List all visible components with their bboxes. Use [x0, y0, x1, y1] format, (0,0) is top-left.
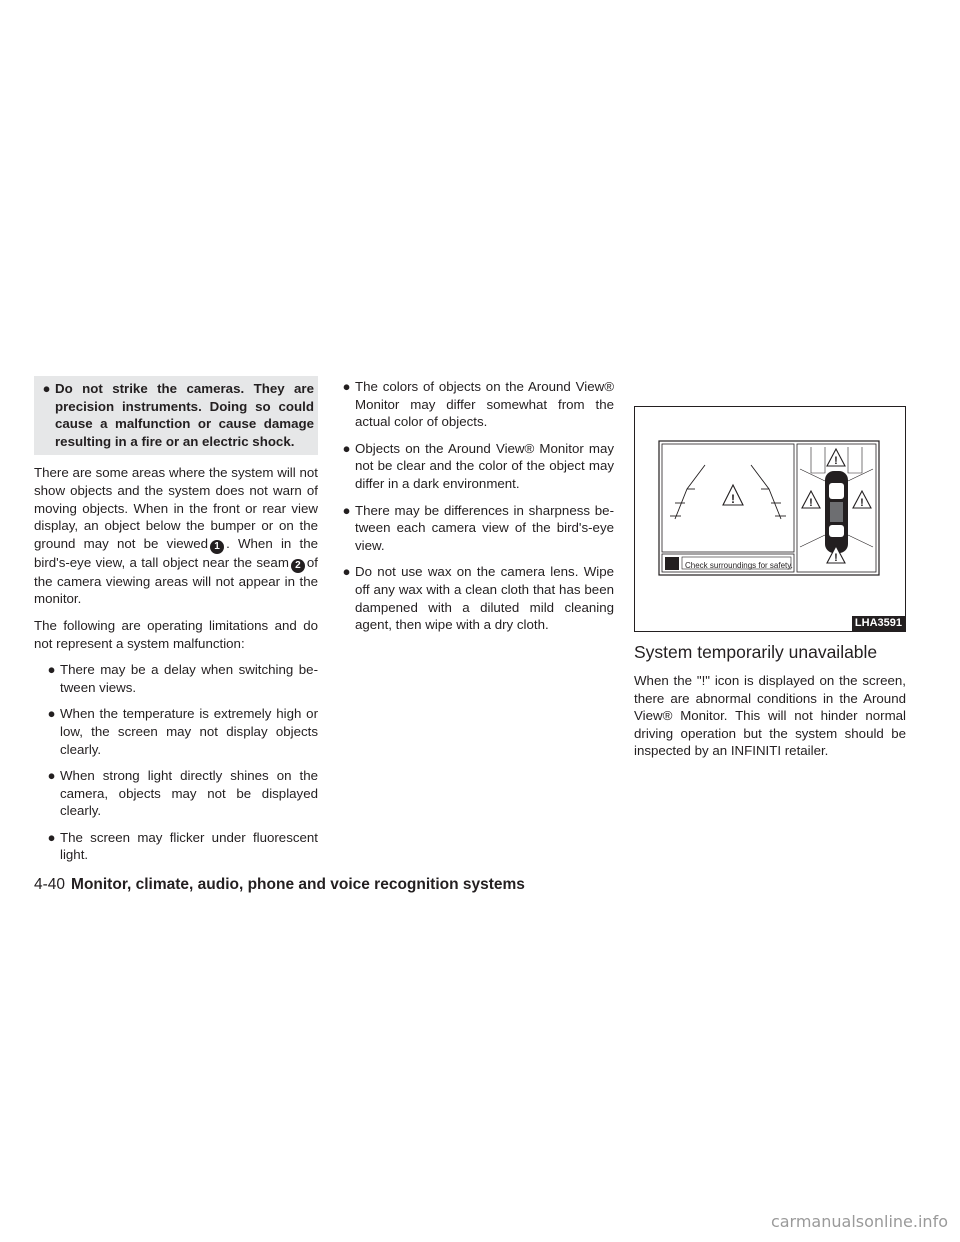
section-heading: System temporarily unavailable — [634, 642, 878, 662]
column-right — [634, 406, 906, 769]
bullet-glyph: ● — [47, 706, 56, 722]
page-number: 4-40 — [34, 876, 66, 893]
bullet-glyph: ● — [342, 440, 351, 456]
list-item-text: There may be differences in sharpness be- tween each camera view of the bird's-eye view. — [355, 502, 614, 553]
warning-text: Do not strike the cameras. They are precision instruments. Doing so could cause a malfunction or cause damage resulting in a fire or an electric shock. — [55, 381, 314, 449]
monitor-message: Check surroundings for safety. — [685, 561, 793, 570]
list-item-text: The screen may flicker under fluorescent light. — [60, 829, 318, 863]
list-item — [338, 563, 614, 633]
page-footer — [34, 876, 525, 894]
figure-code: LHA3591 — [852, 616, 905, 631]
bullet-glyph: ● — [342, 564, 351, 580]
list-item-text: When the temperature is extremely high or low, the screen may not display objects clearly. — [60, 706, 318, 757]
watermark: carmanualsonline.info — [770, 1212, 948, 1231]
list-item-text: Do not use wax on the camera lens. Wipe off any wax with a clean cloth that has been dampened with a diluted mild cleaning agent, then wipe with a dry cloth. — [355, 564, 614, 633]
monitor-screen-illustration — [635, 407, 905, 631]
list-item-text: There may be a delay when switching be- tween views. — [60, 662, 318, 695]
list-item-text: Objects on the Around View® Monitor may not be clear and the color of the object may differ in a dark environment. — [355, 440, 614, 491]
warning-box — [34, 376, 318, 455]
svg-text:!: ! — [834, 455, 838, 467]
chapter-title: Monitor, climate, audio, phone and voice recognition systems — [71, 876, 525, 893]
list-item — [43, 767, 318, 820]
callout-2: 2 — [291, 559, 305, 573]
list-item — [43, 829, 318, 864]
list-item — [338, 378, 614, 431]
paragraph-text: . When in the bird's-eye view, a tall object near the seam — [34, 535, 318, 570]
list-item — [338, 440, 614, 493]
bullet-glyph: ● — [47, 768, 56, 784]
list-item — [43, 661, 318, 696]
list-item-text: The colors of objects on the Around View® Monitor may differ somewhat from the actual color of objects. — [355, 379, 614, 430]
list-item — [338, 502, 614, 555]
bullet-glyph: ● — [342, 502, 351, 518]
list-item — [43, 705, 318, 758]
svg-text:!: ! — [834, 552, 838, 564]
bullet-glyph: ● — [42, 381, 51, 396]
list-item-text: When strong light directly shines on the camera, objects may not be displayed clearly. — [60, 768, 318, 819]
bullet-glyph: ● — [342, 379, 351, 394]
paragraph-unavailable: When the "!" icon is displayed on the screen, there are abnormal conditions in the Around View® Monitor. This will not hinder normal driving operation but the system should be inspected by an INFINITI retailer. — [634, 673, 906, 759]
paragraph-text: of the camera viewing areas will not appear in the monitor. — [34, 554, 318, 607]
bullet-glyph: ● — [47, 662, 56, 678]
svg-text:!: ! — [860, 497, 864, 509]
bullet-glyph: ● — [47, 829, 56, 845]
callout-1: 1 — [210, 540, 224, 554]
svg-text:!: ! — [809, 497, 813, 509]
column-left — [34, 376, 318, 873]
paragraph-text: There are some areas where the system will not show objects and the system does not warn of moving objects. When in the front or rear view display, an object below the bumper or on the ground may not be viewed — [34, 465, 318, 551]
svg-text:!: ! — [731, 492, 735, 506]
paragraph-unseen-areas — [34, 464, 318, 608]
column-middle — [338, 378, 614, 643]
paragraph-limitations-intro: The following are operating limitations and do not represent a system malfunction: — [34, 617, 318, 651]
around-view-monitor-figure — [634, 406, 906, 632]
